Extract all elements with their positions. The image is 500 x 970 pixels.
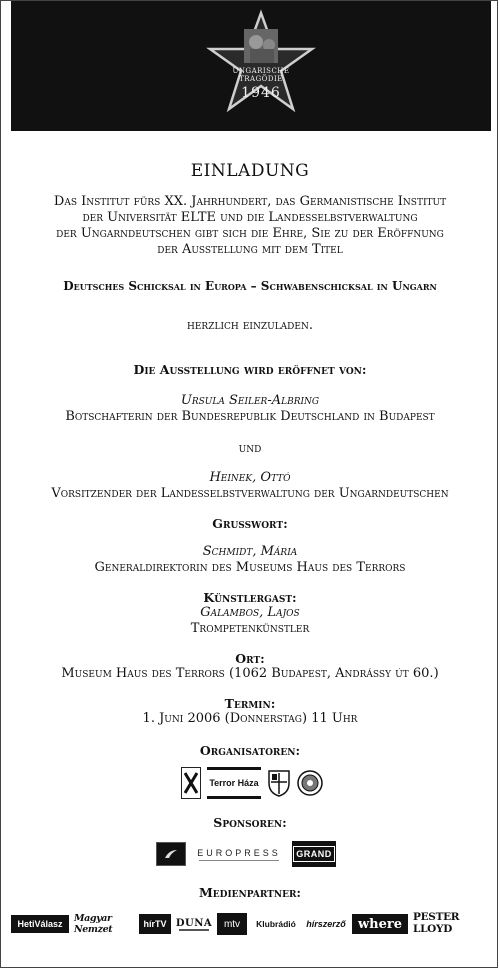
banner-year: 1946 [241, 85, 281, 101]
hirszerzo-logo: hírszerző [306, 919, 346, 929]
star-icon [206, 9, 316, 119]
opener2-role: Vorsitzender der Landesselbstverwaltung der Ungarndeutschen [51, 486, 449, 501]
and-word: und [238, 441, 262, 456]
opened-by-heading: Die Ausstellung wird eröffnet von: [133, 362, 367, 377]
europress-logo: EUROPRESS [194, 843, 284, 865]
intro-line-1: Das Institut fürs XX. Jahrhundert, das Germanistische Institut [53, 194, 447, 209]
banner-line2: TRAGÖDIE [239, 75, 283, 83]
page-title: EINLADUNG [190, 161, 310, 181]
media-logos [11, 913, 485, 935]
duna-tv-logo: DUNA [175, 917, 213, 929]
invite-line: herzlich einzuladen. [187, 318, 313, 333]
intro-line-4: der Ausstellung mit dem Titel [157, 242, 343, 257]
place-heading: Ort: [235, 651, 265, 666]
hetivalasz-logo: HetiVálasz [11, 915, 69, 933]
star-emblem [206, 9, 316, 119]
organizer-logos [181, 767, 323, 799]
sponsors-heading: Sponsoren: [213, 815, 287, 830]
university-seal-logo [297, 769, 323, 797]
klubradio-logo: Klubrádió [256, 919, 296, 929]
magyar-nemzet-logo: Magyar Nemzet [74, 913, 113, 935]
date-heading: Termin: [224, 696, 276, 711]
ldu-coat-of-arms-logo [267, 769, 291, 797]
date-value: 1. Juni 2006 (Donnerstag) 11 Uhr [142, 711, 358, 726]
artist-role: Trompetenkünstler [190, 621, 310, 636]
opener1-role: Botschafterin der Bundesrepublik Deutschland in Budapest [65, 409, 435, 424]
intro-line-3: der Ungarndeutschen gibt sich die Ehre, Sie zu der Eröffnung [56, 226, 444, 241]
artist-heading: Künstlergast: [203, 590, 297, 605]
greeting-heading: Grusswort: [212, 516, 288, 531]
sponsor-wing-logo [156, 842, 186, 866]
header-banner [11, 1, 491, 131]
greeting-name: Schmidt, Mária [202, 544, 298, 559]
grand-logo: GRAND [292, 841, 336, 867]
institute-logo [181, 767, 201, 799]
place-value: Museum Haus des Terrors (1062 Budapest, Andrássy út 60.) [61, 666, 439, 681]
pester-lloyd-logo: PESTER LLOYD [413, 911, 460, 935]
sponsor-logos [156, 841, 336, 867]
exhibition-title: Deutsches Schicksal in Europa – Schwabenschicksal in Ungarn [63, 279, 437, 293]
opener2-name: Heinek, Ottó [209, 470, 291, 485]
mtv-logo: mtv [217, 913, 247, 935]
opener1-name: Ursula Seiler-Albring [180, 393, 320, 408]
intro-line-2: der Universität ELTE und die Landesselbstverwaltung [82, 210, 418, 225]
hirtv-logo: hírTV [139, 914, 171, 934]
greeting-role: Generaldirektorin des Museums Haus des Terrors [94, 560, 406, 575]
terror-haza-logo: Terror Háza [207, 767, 261, 799]
organizers-heading: Organisatoren: [199, 743, 301, 758]
artist-name: Galambos, Lajos [200, 605, 300, 620]
banner-line1: UNGARISCHE [232, 67, 290, 75]
media-heading: Medienpartner: [198, 885, 302, 900]
where-logo: where [352, 914, 408, 934]
